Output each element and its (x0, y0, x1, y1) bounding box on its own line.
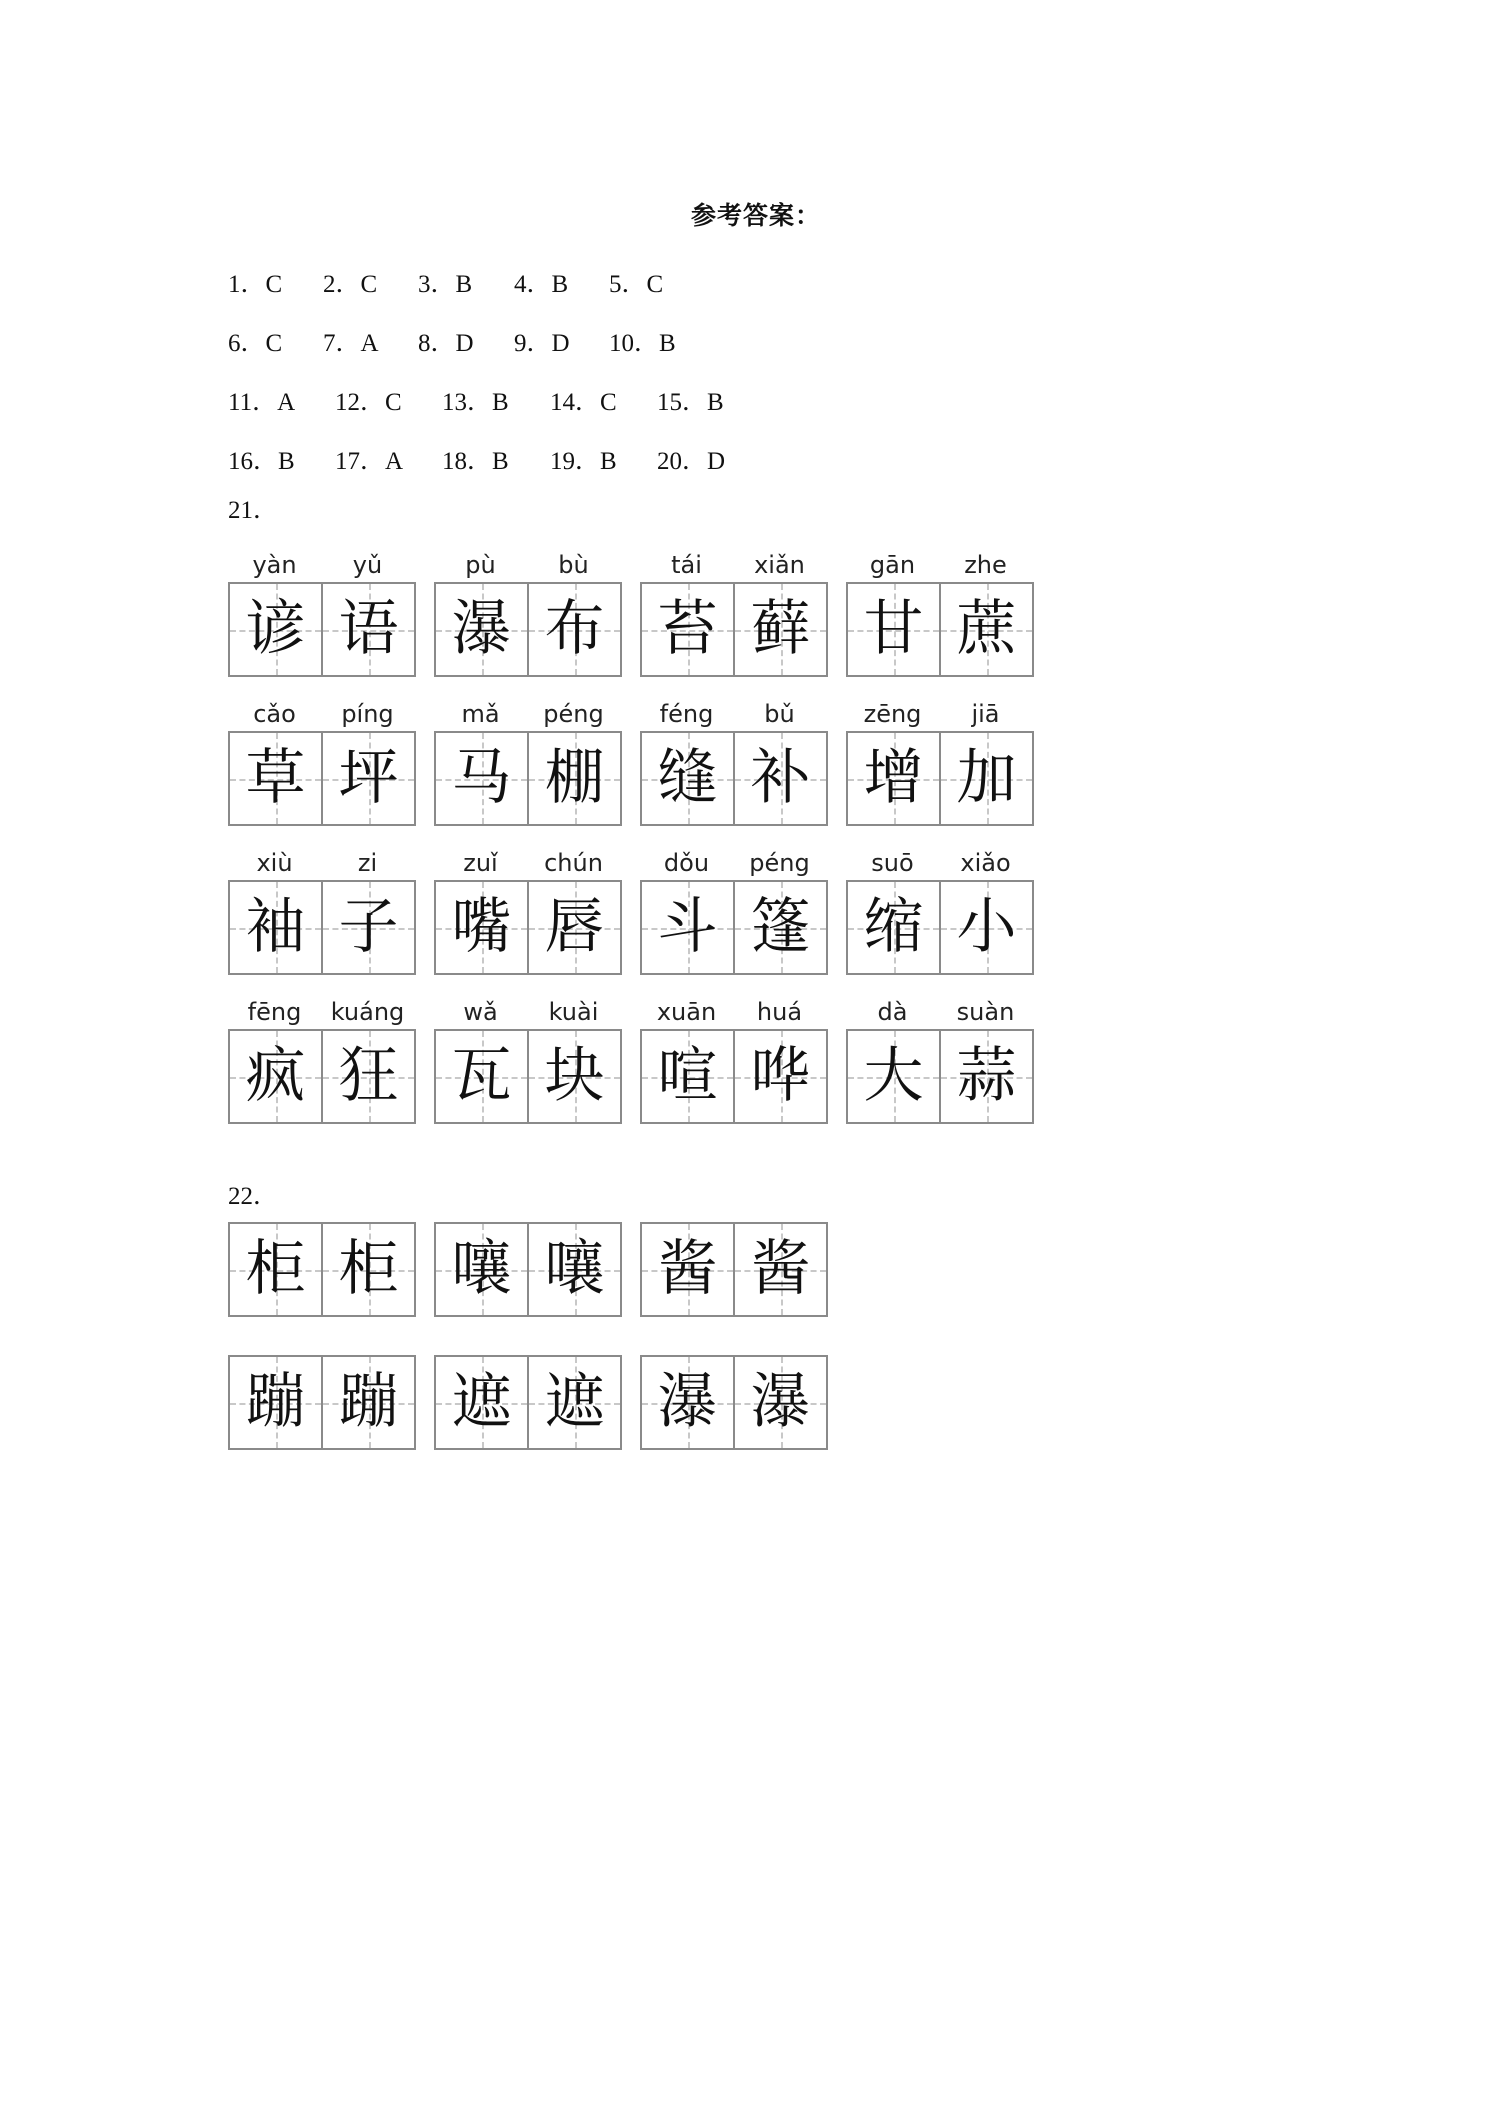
word-item (846, 697, 1034, 826)
tianzige-box (434, 582, 622, 677)
pinyin-text: xiù (256, 849, 293, 877)
tianzige-cell (323, 1357, 414, 1448)
answer-item: 8．D (418, 329, 474, 357)
hanzi-char: 缩 (863, 892, 924, 962)
answer-item: 9．D (514, 329, 570, 357)
pinyin-text: mǎ (461, 700, 500, 728)
answer-row (228, 370, 928, 429)
tianzige-box (640, 1222, 828, 1317)
hanzi-char: 马 (451, 743, 512, 813)
tianzige-box (640, 1029, 828, 1124)
hanzi-char: 斗 (657, 892, 718, 962)
page-title (0, 196, 1488, 232)
hanzi-char: 藓 (750, 594, 811, 664)
hanzi-char: 嚷 (544, 1234, 605, 1304)
tianzige-cell (735, 584, 826, 675)
answer-item: 4．B (514, 270, 569, 298)
tianzige-cell (436, 1357, 529, 1448)
pinyin-text: cǎo (253, 700, 296, 728)
hanzi-char: 苔 (657, 594, 718, 664)
tianzige-box (228, 731, 416, 826)
hanzi-char: 狂 (338, 1041, 399, 1111)
hanzi-char: 喧 (657, 1041, 718, 1111)
pinyin-pair (228, 548, 416, 582)
pinyin-text: zi (357, 849, 378, 877)
word-item (640, 1222, 828, 1317)
hanzi-char: 瀑 (750, 1367, 811, 1437)
pinyin-text: píng (341, 700, 394, 728)
hanzi-char: 瓦 (451, 1041, 512, 1111)
answer-list (228, 252, 928, 488)
tianzige-box (640, 880, 828, 975)
word-item (434, 697, 622, 826)
pinyin-text: kuáng (330, 998, 405, 1026)
hanzi-char: 蒜 (956, 1041, 1017, 1111)
word-item (846, 846, 1034, 975)
answer-item: 12．C (335, 388, 402, 416)
pinyin-text: yàn (252, 551, 297, 579)
pinyin-text: huá (756, 998, 803, 1026)
pinyin-pair (640, 548, 828, 582)
pinyin-pair (228, 995, 416, 1029)
word-item (846, 548, 1034, 677)
pinyin-pair (434, 697, 622, 731)
hanzi-char: 酱 (657, 1234, 718, 1304)
pinyin-text: péng (543, 700, 604, 728)
pinyin-text: féng (659, 700, 714, 728)
tianzige-box (228, 880, 416, 975)
pinyin-pair (434, 846, 622, 880)
pinyin-text: gān (869, 551, 916, 579)
tianzige-cell (529, 584, 620, 675)
tianzige-cell (436, 1031, 529, 1122)
tianzige-cell (642, 882, 735, 973)
answer-item: 17．A (335, 447, 404, 475)
tianzige-cell (642, 584, 735, 675)
hanzi-char: 缝 (657, 743, 718, 813)
answer-item: 18．B (442, 447, 509, 475)
tianzige-box (640, 1355, 828, 1450)
tianzige-cell (848, 584, 941, 675)
hanzi-char: 小 (956, 892, 1017, 962)
tianzige-box (228, 1029, 416, 1124)
question-22-grid (228, 1222, 846, 1488)
pinyin-text: kuài (548, 998, 599, 1026)
tianzige-box (434, 1355, 622, 1450)
pinyin-pair (640, 995, 828, 1029)
pinyin-pair (846, 548, 1034, 582)
answer-item: 1．C (228, 270, 283, 298)
tianzige-cell (529, 882, 620, 973)
hanzi-char: 嘴 (451, 892, 512, 962)
tianzige-box (640, 731, 828, 826)
tianzige-cell (436, 584, 529, 675)
pinyin-text: yǔ (352, 551, 383, 579)
tianzige-cell (323, 1031, 414, 1122)
pinyin-pair (434, 548, 622, 582)
answer-item: 15．B (657, 388, 724, 416)
tianzige-box (846, 1029, 1034, 1124)
tianzige-cell (735, 882, 826, 973)
answer-item: 14．C (550, 388, 617, 416)
word-row (228, 697, 1052, 826)
word-item (434, 995, 622, 1124)
tianzige-cell (642, 1031, 735, 1122)
word-item (640, 697, 828, 826)
tianzige-cell (323, 882, 414, 973)
tianzige-cell (230, 1357, 323, 1448)
word-item (228, 1355, 416, 1450)
hanzi-char: 子 (338, 892, 399, 962)
hanzi-char: 酱 (750, 1234, 811, 1304)
word-item (434, 1222, 622, 1317)
hanzi-char: 遮 (451, 1367, 512, 1437)
answer-item: 10．B (609, 329, 676, 357)
pinyin-pair (846, 846, 1034, 880)
tianzige-cell (436, 1224, 529, 1315)
tianzige-cell (230, 1031, 323, 1122)
answer-item: 2．C (323, 270, 378, 298)
answer-item: 5．C (609, 270, 664, 298)
pinyin-pair (640, 846, 828, 880)
word-row (228, 548, 1052, 677)
hanzi-char: 瀑 (451, 594, 512, 664)
tianzige-cell (323, 584, 414, 675)
pinyin-text: suàn (956, 998, 1015, 1026)
hanzi-char: 哗 (750, 1041, 811, 1111)
tianzige-cell (735, 1357, 826, 1448)
tianzige-cell (230, 733, 323, 824)
word-item (228, 697, 416, 826)
tianzige-box (228, 582, 416, 677)
hanzi-char: 补 (750, 743, 811, 813)
hanzi-char: 大 (863, 1041, 924, 1111)
tianzige-cell (436, 882, 529, 973)
tianzige-cell (529, 1224, 620, 1315)
answer-item: 13．B (442, 388, 509, 416)
hanzi-char: 柜 (338, 1234, 399, 1304)
answer-item: 6．C (228, 329, 283, 357)
tianzige-cell (941, 882, 1032, 973)
hanzi-char: 蔗 (956, 594, 1017, 664)
word-item (640, 846, 828, 975)
hanzi-char: 块 (544, 1041, 605, 1111)
pinyin-pair (846, 995, 1034, 1029)
word-item (228, 1222, 416, 1317)
word-item (434, 846, 622, 975)
pinyin-text: dà (877, 998, 908, 1026)
pinyin-pair (640, 697, 828, 731)
pinyin-text: zuǐ (463, 849, 498, 877)
word-item (434, 548, 622, 677)
hanzi-char: 棚 (544, 743, 605, 813)
answer-item: 16．B (228, 447, 295, 475)
tianzige-box (228, 1222, 416, 1317)
pinyin-text: xuān (656, 998, 717, 1026)
pinyin-text: zhe (964, 551, 1007, 579)
word-item (640, 548, 828, 677)
hanzi-char: 甘 (863, 594, 924, 664)
pinyin-text: suō (871, 849, 914, 877)
tianzige-box (640, 582, 828, 677)
pinyin-pair (434, 995, 622, 1029)
tianzige-box (846, 582, 1034, 677)
hanzi-char: 疯 (245, 1041, 306, 1111)
pinyin-text: tái (671, 551, 702, 579)
hanzi-char: 草 (245, 743, 306, 813)
pinyin-text: dǒu (663, 849, 710, 877)
tianzige-cell (230, 1224, 323, 1315)
pinyin-text: zēng (863, 700, 922, 728)
word-row (228, 846, 1052, 975)
word-item (228, 548, 416, 677)
tianzige-cell (642, 733, 735, 824)
answer-row (228, 429, 928, 488)
tianzige-cell (529, 733, 620, 824)
hanzi-char: 柜 (245, 1234, 306, 1304)
question-22-label: 22． (228, 1183, 279, 1210)
word-item (228, 995, 416, 1124)
tianzige-cell (941, 733, 1032, 824)
tianzige-cell (848, 1031, 941, 1122)
page-title-text: 参考答案： (690, 201, 821, 230)
tianzige-box (846, 880, 1034, 975)
answer-item: 3．B (418, 270, 473, 298)
pinyin-text: jiā (971, 700, 1000, 728)
pinyin-text: pù (465, 551, 496, 579)
word-row (228, 1355, 846, 1450)
hanzi-char: 加 (956, 743, 1017, 813)
hanzi-char: 蹦 (338, 1367, 399, 1437)
answer-item: 11．A (228, 388, 296, 416)
hanzi-char: 坪 (338, 743, 399, 813)
hanzi-char: 篷 (750, 892, 811, 962)
hanzi-char: 袖 (245, 892, 306, 962)
tianzige-cell (529, 1031, 620, 1122)
hanzi-char: 唇 (544, 892, 605, 962)
word-item (228, 846, 416, 975)
tianzige-cell (529, 1357, 620, 1448)
pinyin-pair (846, 697, 1034, 731)
question-21-grid (228, 548, 1052, 1144)
answer-row (228, 252, 928, 311)
word-item (434, 1355, 622, 1450)
word-row (228, 1222, 846, 1317)
answer-item: 19．B (550, 447, 617, 475)
tianzige-cell (735, 1031, 826, 1122)
hanzi-char: 语 (338, 594, 399, 664)
tianzige-cell (848, 882, 941, 973)
word-item (640, 1355, 828, 1450)
tianzige-cell (436, 733, 529, 824)
tianzige-box (434, 731, 622, 826)
answer-item: 7．A (323, 329, 379, 357)
pinyin-text: fēng (247, 998, 302, 1026)
pinyin-text: péng (749, 849, 810, 877)
tianzige-box (434, 880, 622, 975)
hanzi-char: 嚷 (451, 1234, 512, 1304)
hanzi-char: 瀑 (657, 1367, 718, 1437)
word-item (846, 995, 1034, 1124)
tianzige-cell (735, 1224, 826, 1315)
pinyin-text: xiǎo (960, 849, 1011, 877)
pinyin-text: bǔ (764, 700, 795, 728)
tianzige-cell (642, 1357, 735, 1448)
pinyin-text: bù (558, 551, 589, 579)
tianzige-cell (941, 1031, 1032, 1122)
answer-row (228, 311, 928, 370)
tianzige-cell (230, 584, 323, 675)
hanzi-char: 谚 (245, 594, 306, 664)
tianzige-box (434, 1029, 622, 1124)
pinyin-text: xiǎn (754, 551, 805, 579)
tianzige-cell (848, 733, 941, 824)
hanzi-char: 增 (863, 743, 924, 813)
hanzi-char: 布 (544, 594, 605, 664)
tianzige-cell (323, 1224, 414, 1315)
pinyin-text: wǎ (463, 998, 498, 1026)
tianzige-cell (941, 584, 1032, 675)
tianzige-box (846, 731, 1034, 826)
question-21-label: 21． (228, 497, 279, 524)
tianzige-box (434, 1222, 622, 1317)
tianzige-cell (323, 733, 414, 824)
hanzi-char: 蹦 (245, 1367, 306, 1437)
tianzige-cell (230, 882, 323, 973)
pinyin-pair (228, 846, 416, 880)
tianzige-cell (735, 733, 826, 824)
answer-item: 20．D (657, 447, 726, 475)
word-item (640, 995, 828, 1124)
tianzige-box (228, 1355, 416, 1450)
pinyin-pair (228, 697, 416, 731)
hanzi-char: 遮 (544, 1367, 605, 1437)
pinyin-text: chún (544, 849, 603, 877)
tianzige-cell (642, 1224, 735, 1315)
word-row (228, 995, 1052, 1124)
